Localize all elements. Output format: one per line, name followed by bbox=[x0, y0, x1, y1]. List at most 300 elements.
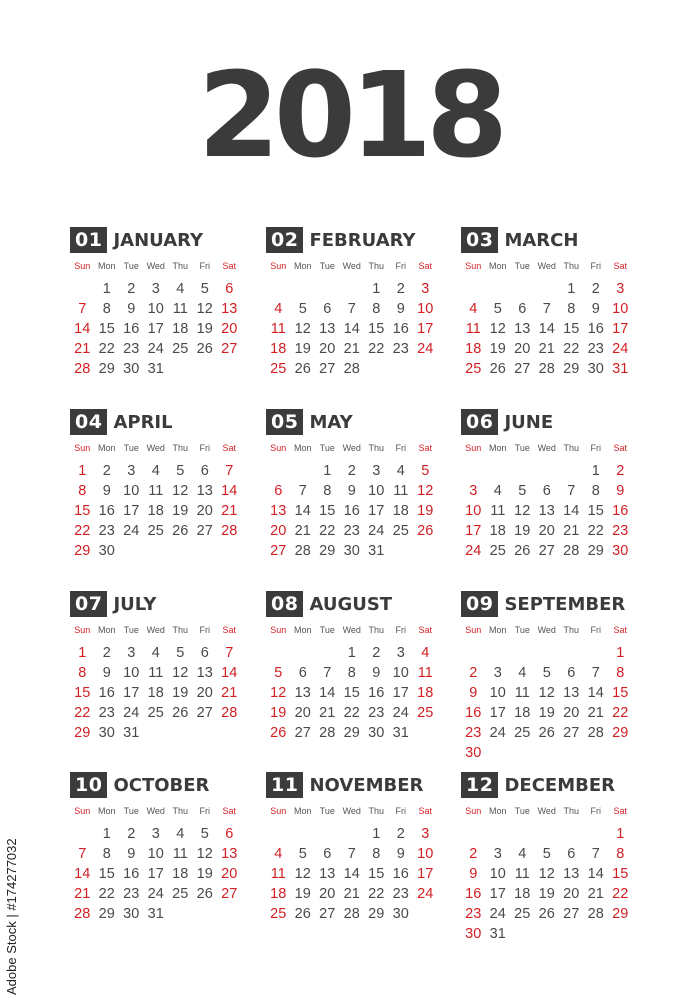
day-cell: 9 bbox=[102, 665, 111, 681]
weekday-label: Mon bbox=[293, 625, 312, 635]
weekday-header bbox=[70, 261, 250, 275]
days-grid bbox=[70, 279, 250, 379]
day-cell: 16 bbox=[98, 503, 115, 519]
weekday-label: Sun bbox=[74, 261, 91, 271]
day-cell: 27 bbox=[514, 361, 531, 377]
weekday-label: Tue bbox=[514, 443, 530, 453]
day-cell: 6 bbox=[200, 463, 209, 479]
day-cell: 24 bbox=[147, 886, 164, 902]
day-cell: 23 bbox=[343, 523, 360, 539]
weekday-label: Wed bbox=[146, 806, 165, 816]
weekday-label: Tue bbox=[123, 443, 139, 453]
day-cell: 9 bbox=[469, 685, 478, 701]
day-cell: 14 bbox=[221, 483, 238, 499]
day-cell: 16 bbox=[98, 685, 115, 701]
day-cell: 20 bbox=[538, 523, 555, 539]
weekday-label: Sat bbox=[613, 443, 627, 453]
day-cell: 25 bbox=[270, 906, 287, 922]
weekday-label: Sun bbox=[270, 625, 287, 635]
day-cell: 3 bbox=[421, 281, 430, 297]
day-cell: 29 bbox=[98, 906, 115, 922]
day-cell: 27 bbox=[319, 361, 336, 377]
weekday-label: Fri bbox=[590, 625, 601, 635]
day-cell: 30 bbox=[465, 926, 482, 942]
day-cell: 13 bbox=[221, 846, 238, 862]
day-cell: 2 bbox=[396, 281, 405, 297]
day-cell: 17 bbox=[147, 866, 164, 882]
month-number: 09 bbox=[461, 591, 498, 617]
day-cell: 18 bbox=[270, 886, 287, 902]
month-name: DECEMBER bbox=[504, 774, 615, 796]
day-cell: 29 bbox=[343, 725, 360, 741]
day-cell: 25 bbox=[489, 543, 506, 559]
month-april bbox=[70, 408, 250, 561]
weekday-header bbox=[461, 261, 641, 275]
weekday-label: Wed bbox=[342, 625, 361, 635]
day-cell: 5 bbox=[200, 826, 209, 842]
day-cell: 10 bbox=[489, 685, 506, 701]
day-cell: 9 bbox=[127, 301, 136, 317]
day-cell: 30 bbox=[98, 725, 115, 741]
day-cell: 30 bbox=[465, 745, 482, 761]
day-cell: 1 bbox=[347, 645, 356, 661]
day-cell: 14 bbox=[74, 321, 91, 337]
day-cell: 13 bbox=[538, 503, 555, 519]
day-cell: 16 bbox=[368, 685, 385, 701]
weekday-label: Fri bbox=[395, 625, 406, 635]
day-cell: 12 bbox=[417, 483, 434, 499]
day-cell: 12 bbox=[172, 665, 189, 681]
day-cell: 17 bbox=[147, 321, 164, 337]
empty-cell bbox=[510, 461, 535, 481]
month-name: APRIL bbox=[113, 411, 173, 433]
day-cell: 14 bbox=[319, 685, 336, 701]
weekday-label: Tue bbox=[514, 806, 530, 816]
day-cell: 16 bbox=[392, 866, 409, 882]
weekday-label: Wed bbox=[342, 443, 361, 453]
day-cell: 12 bbox=[294, 866, 311, 882]
day-cell: 18 bbox=[147, 685, 164, 701]
day-cell: 13 bbox=[196, 665, 213, 681]
day-cell: 15 bbox=[343, 685, 360, 701]
day-cell: 22 bbox=[587, 523, 604, 539]
day-cell: 12 bbox=[489, 321, 506, 337]
weekday-label: Mon bbox=[293, 806, 312, 816]
day-cell: 26 bbox=[294, 361, 311, 377]
day-cell: 18 bbox=[514, 705, 531, 721]
day-cell: 6 bbox=[274, 483, 283, 499]
month-number: 02 bbox=[266, 227, 303, 253]
day-cell: 30 bbox=[612, 543, 629, 559]
day-cell: 6 bbox=[225, 826, 234, 842]
month-header bbox=[70, 771, 250, 799]
day-cell: 23 bbox=[392, 341, 409, 357]
weekday-label: Thu bbox=[172, 443, 188, 453]
day-cell: 10 bbox=[417, 846, 434, 862]
weekday-label: Sun bbox=[74, 806, 91, 816]
weekday-label: Tue bbox=[514, 625, 530, 635]
weekday-label: Tue bbox=[514, 261, 530, 271]
day-cell: 13 bbox=[563, 866, 580, 882]
empty-cell bbox=[315, 643, 340, 663]
weekday-label: Wed bbox=[146, 625, 165, 635]
day-cell: 19 bbox=[196, 321, 213, 337]
day-cell: 13 bbox=[563, 685, 580, 701]
day-cell: 16 bbox=[343, 503, 360, 519]
month-header bbox=[266, 771, 446, 799]
day-cell: 19 bbox=[172, 503, 189, 519]
month-number: 06 bbox=[461, 409, 498, 435]
empty-cell bbox=[340, 824, 365, 844]
empty-cell bbox=[461, 279, 486, 299]
day-cell: 15 bbox=[98, 866, 115, 882]
day-cell: 27 bbox=[221, 886, 238, 902]
day-cell: 4 bbox=[396, 463, 405, 479]
day-cell: 6 bbox=[298, 665, 307, 681]
day-cell: 21 bbox=[74, 341, 91, 357]
weekday-label: Sat bbox=[418, 443, 432, 453]
weekday-header bbox=[70, 625, 250, 639]
day-cell: 22 bbox=[368, 341, 385, 357]
month-december bbox=[461, 771, 641, 944]
day-cell: 9 bbox=[616, 483, 625, 499]
day-cell: 4 bbox=[518, 665, 527, 681]
day-cell: 6 bbox=[323, 301, 332, 317]
month-september bbox=[461, 590, 641, 763]
day-cell: 21 bbox=[587, 705, 604, 721]
day-cell: 3 bbox=[493, 846, 502, 862]
day-cell: 9 bbox=[127, 846, 136, 862]
day-cell: 12 bbox=[196, 301, 213, 317]
weekday-label: Sat bbox=[418, 806, 432, 816]
day-cell: 14 bbox=[294, 503, 311, 519]
day-cell: 27 bbox=[563, 906, 580, 922]
day-cell: 7 bbox=[298, 483, 307, 499]
day-cell: 16 bbox=[465, 886, 482, 902]
month-june bbox=[461, 408, 641, 561]
day-cell: 4 bbox=[274, 846, 283, 862]
day-cell: 3 bbox=[469, 483, 478, 499]
day-cell: 7 bbox=[542, 301, 551, 317]
day-cell: 17 bbox=[612, 321, 629, 337]
days-grid bbox=[461, 824, 641, 944]
day-cell: 3 bbox=[396, 645, 405, 661]
day-cell: 17 bbox=[465, 523, 482, 539]
days-grid bbox=[266, 279, 446, 379]
month-header bbox=[266, 590, 446, 618]
day-cell: 3 bbox=[421, 826, 430, 842]
weekday-label: Thu bbox=[368, 443, 384, 453]
day-cell: 14 bbox=[343, 866, 360, 882]
weekday-label: Sat bbox=[222, 261, 236, 271]
day-cell: 9 bbox=[469, 866, 478, 882]
day-cell: 15 bbox=[319, 503, 336, 519]
weekday-label: Tue bbox=[123, 625, 139, 635]
weekday-header bbox=[266, 261, 446, 275]
month-header bbox=[461, 408, 641, 436]
day-cell: 21 bbox=[74, 886, 91, 902]
stock-watermark bbox=[4, 765, 20, 995]
day-cell: 11 bbox=[148, 483, 164, 499]
day-cell: 1 bbox=[78, 645, 87, 661]
weekday-label: Thu bbox=[172, 806, 188, 816]
day-cell: 17 bbox=[417, 321, 434, 337]
day-cell: 2 bbox=[372, 645, 381, 661]
day-cell: 17 bbox=[123, 685, 140, 701]
month-name: OCTOBER bbox=[113, 774, 210, 796]
weekday-label: Sat bbox=[613, 261, 627, 271]
day-cell: 20 bbox=[221, 866, 238, 882]
day-cell: 8 bbox=[102, 846, 111, 862]
day-cell: 17 bbox=[392, 685, 409, 701]
day-cell: 19 bbox=[270, 705, 287, 721]
empty-cell bbox=[315, 824, 340, 844]
day-cell: 24 bbox=[368, 523, 385, 539]
day-cell: 22 bbox=[368, 886, 385, 902]
day-cell: 7 bbox=[567, 483, 576, 499]
day-cell: 27 bbox=[294, 725, 311, 741]
weekday-label: Wed bbox=[146, 261, 165, 271]
day-cell: 15 bbox=[74, 503, 91, 519]
weekday-label: Mon bbox=[293, 261, 312, 271]
day-cell: 4 bbox=[493, 483, 502, 499]
day-cell: 11 bbox=[393, 483, 409, 499]
weekday-header bbox=[461, 625, 641, 639]
month-february bbox=[266, 226, 446, 379]
day-cell: 20 bbox=[221, 321, 238, 337]
day-cell: 10 bbox=[368, 483, 385, 499]
weekday-label: Sat bbox=[222, 443, 236, 453]
weekday-label: Tue bbox=[319, 625, 335, 635]
day-cell: 13 bbox=[270, 503, 287, 519]
month-name: NOVEMBER bbox=[309, 774, 424, 796]
day-cell: 20 bbox=[514, 341, 531, 357]
day-cell: 26 bbox=[294, 906, 311, 922]
day-cell: 21 bbox=[538, 341, 555, 357]
day-cell: 9 bbox=[347, 483, 356, 499]
weekday-label: Sun bbox=[270, 261, 287, 271]
day-cell: 15 bbox=[98, 321, 115, 337]
month-name: JUNE bbox=[504, 411, 554, 433]
month-number: 12 bbox=[461, 772, 498, 798]
day-cell: 12 bbox=[294, 321, 311, 337]
day-cell: 13 bbox=[196, 483, 213, 499]
day-cell: 13 bbox=[319, 866, 336, 882]
day-cell: 29 bbox=[98, 361, 115, 377]
day-cell: 28 bbox=[221, 523, 238, 539]
day-cell: 20 bbox=[319, 886, 336, 902]
day-cell: 16 bbox=[465, 705, 482, 721]
day-cell: 2 bbox=[127, 281, 136, 297]
day-cell: 14 bbox=[563, 503, 580, 519]
empty-cell bbox=[510, 824, 535, 844]
day-cell: 26 bbox=[196, 341, 213, 357]
day-cell: 1 bbox=[567, 281, 576, 297]
day-cell: 26 bbox=[538, 725, 555, 741]
day-cell: 2 bbox=[396, 826, 405, 842]
day-cell: 2 bbox=[469, 665, 478, 681]
day-cell: 5 bbox=[298, 301, 307, 317]
day-cell: 7 bbox=[347, 301, 356, 317]
empty-cell bbox=[559, 461, 584, 481]
day-cell: 31 bbox=[368, 543, 385, 559]
day-cell: 14 bbox=[538, 321, 555, 337]
day-cell: 29 bbox=[319, 543, 336, 559]
day-cell: 8 bbox=[78, 483, 87, 499]
day-cell: 11 bbox=[514, 685, 530, 701]
day-cell: 5 bbox=[200, 281, 209, 297]
day-cell: 21 bbox=[587, 886, 604, 902]
day-cell: 17 bbox=[489, 886, 506, 902]
day-cell: 28 bbox=[74, 361, 91, 377]
empty-cell bbox=[486, 461, 511, 481]
month-header bbox=[70, 408, 250, 436]
day-cell: 28 bbox=[538, 361, 555, 377]
day-cell: 19 bbox=[489, 341, 506, 357]
day-cell: 26 bbox=[417, 523, 434, 539]
day-cell: 5 bbox=[176, 463, 185, 479]
day-cell: 21 bbox=[319, 705, 336, 721]
day-cell: 30 bbox=[98, 543, 115, 559]
day-cell: 12 bbox=[538, 685, 555, 701]
month-august bbox=[266, 590, 446, 743]
empty-cell bbox=[291, 643, 316, 663]
empty-cell bbox=[535, 461, 560, 481]
day-cell: 16 bbox=[123, 321, 140, 337]
day-cell: 17 bbox=[489, 705, 506, 721]
empty-cell bbox=[584, 643, 609, 663]
weekday-label: Sat bbox=[418, 625, 432, 635]
day-cell: 24 bbox=[417, 341, 434, 357]
day-cell: 25 bbox=[147, 705, 164, 721]
weekday-label: Tue bbox=[319, 261, 335, 271]
day-cell: 11 bbox=[172, 846, 188, 862]
month-number: 04 bbox=[70, 409, 107, 435]
weekday-label: Fri bbox=[199, 261, 210, 271]
weekday-label: Thu bbox=[172, 625, 188, 635]
day-cell: 13 bbox=[294, 685, 311, 701]
day-cell: 27 bbox=[221, 341, 238, 357]
weekday-header bbox=[70, 443, 250, 457]
weekday-label: Sat bbox=[418, 261, 432, 271]
day-cell: 4 bbox=[176, 826, 185, 842]
day-cell: 7 bbox=[225, 463, 234, 479]
month-number: 03 bbox=[461, 227, 498, 253]
day-cell: 17 bbox=[417, 866, 434, 882]
day-cell: 23 bbox=[587, 341, 604, 357]
weekday-label: Mon bbox=[97, 806, 116, 816]
day-cell: 25 bbox=[172, 886, 189, 902]
day-cell: 20 bbox=[319, 341, 336, 357]
day-cell: 26 bbox=[196, 886, 213, 902]
day-cell: 13 bbox=[319, 321, 336, 337]
day-cell: 12 bbox=[172, 483, 189, 499]
empty-cell bbox=[340, 279, 365, 299]
weekday-label: Mon bbox=[488, 443, 507, 453]
day-cell: 2 bbox=[102, 463, 111, 479]
day-cell: 11 bbox=[417, 665, 433, 681]
day-cell: 19 bbox=[196, 866, 213, 882]
day-cell: 7 bbox=[347, 846, 356, 862]
day-cell: 1 bbox=[323, 463, 332, 479]
day-cell: 15 bbox=[587, 503, 604, 519]
day-cell: 1 bbox=[78, 463, 87, 479]
day-cell: 18 bbox=[465, 341, 482, 357]
days-grid bbox=[266, 824, 446, 924]
day-cell: 30 bbox=[343, 543, 360, 559]
month-name: FEBRUARY bbox=[309, 229, 416, 251]
day-cell: 4 bbox=[469, 301, 478, 317]
day-cell: 19 bbox=[514, 523, 531, 539]
weekday-label: Mon bbox=[293, 443, 312, 453]
empty-cell bbox=[535, 279, 560, 299]
weekday-label: Thu bbox=[563, 261, 579, 271]
weekday-label: Tue bbox=[123, 806, 139, 816]
day-cell: 18 bbox=[172, 866, 189, 882]
day-cell: 19 bbox=[172, 685, 189, 701]
day-cell: 20 bbox=[270, 523, 287, 539]
day-cell: 14 bbox=[587, 866, 604, 882]
day-cell: 11 bbox=[490, 503, 506, 519]
weekday-label: Wed bbox=[537, 261, 556, 271]
day-cell: 8 bbox=[102, 301, 111, 317]
day-cell: 24 bbox=[123, 523, 140, 539]
day-cell: 6 bbox=[518, 301, 527, 317]
weekday-label: Mon bbox=[97, 625, 116, 635]
empty-cell bbox=[461, 824, 486, 844]
day-cell: 28 bbox=[343, 361, 360, 377]
day-cell: 8 bbox=[347, 665, 356, 681]
day-cell: 6 bbox=[567, 846, 576, 862]
day-cell: 7 bbox=[323, 665, 332, 681]
day-cell: 2 bbox=[127, 826, 136, 842]
weekday-label: Thu bbox=[368, 625, 384, 635]
empty-cell bbox=[559, 824, 584, 844]
day-cell: 28 bbox=[74, 906, 91, 922]
weekday-label: Fri bbox=[590, 806, 601, 816]
day-cell: 22 bbox=[343, 705, 360, 721]
day-cell: 17 bbox=[123, 503, 140, 519]
day-cell: 24 bbox=[612, 341, 629, 357]
weekday-label: Mon bbox=[488, 261, 507, 271]
day-cell: 4 bbox=[421, 645, 430, 661]
day-cell: 31 bbox=[612, 361, 629, 377]
weekday-label: Sat bbox=[222, 625, 236, 635]
day-cell: 18 bbox=[417, 685, 434, 701]
day-cell: 2 bbox=[347, 463, 356, 479]
day-cell: 22 bbox=[74, 523, 91, 539]
weekday-label: Mon bbox=[488, 806, 507, 816]
day-cell: 3 bbox=[151, 281, 160, 297]
weekday-label: Sun bbox=[465, 443, 482, 453]
weekday-header bbox=[461, 443, 641, 457]
empty-cell bbox=[510, 643, 535, 663]
day-cell: 22 bbox=[563, 341, 580, 357]
day-cell: 25 bbox=[172, 341, 189, 357]
day-cell: 1 bbox=[102, 281, 111, 297]
day-cell: 7 bbox=[591, 846, 600, 862]
weekday-header bbox=[266, 443, 446, 457]
day-cell: 5 bbox=[542, 846, 551, 862]
day-cell: 28 bbox=[587, 725, 604, 741]
empty-cell bbox=[266, 279, 291, 299]
weekday-label: Tue bbox=[123, 261, 139, 271]
day-cell: 24 bbox=[489, 906, 506, 922]
day-cell: 20 bbox=[563, 705, 580, 721]
day-cell: 5 bbox=[176, 645, 185, 661]
day-cell: 23 bbox=[465, 906, 482, 922]
empty-cell bbox=[70, 824, 95, 844]
